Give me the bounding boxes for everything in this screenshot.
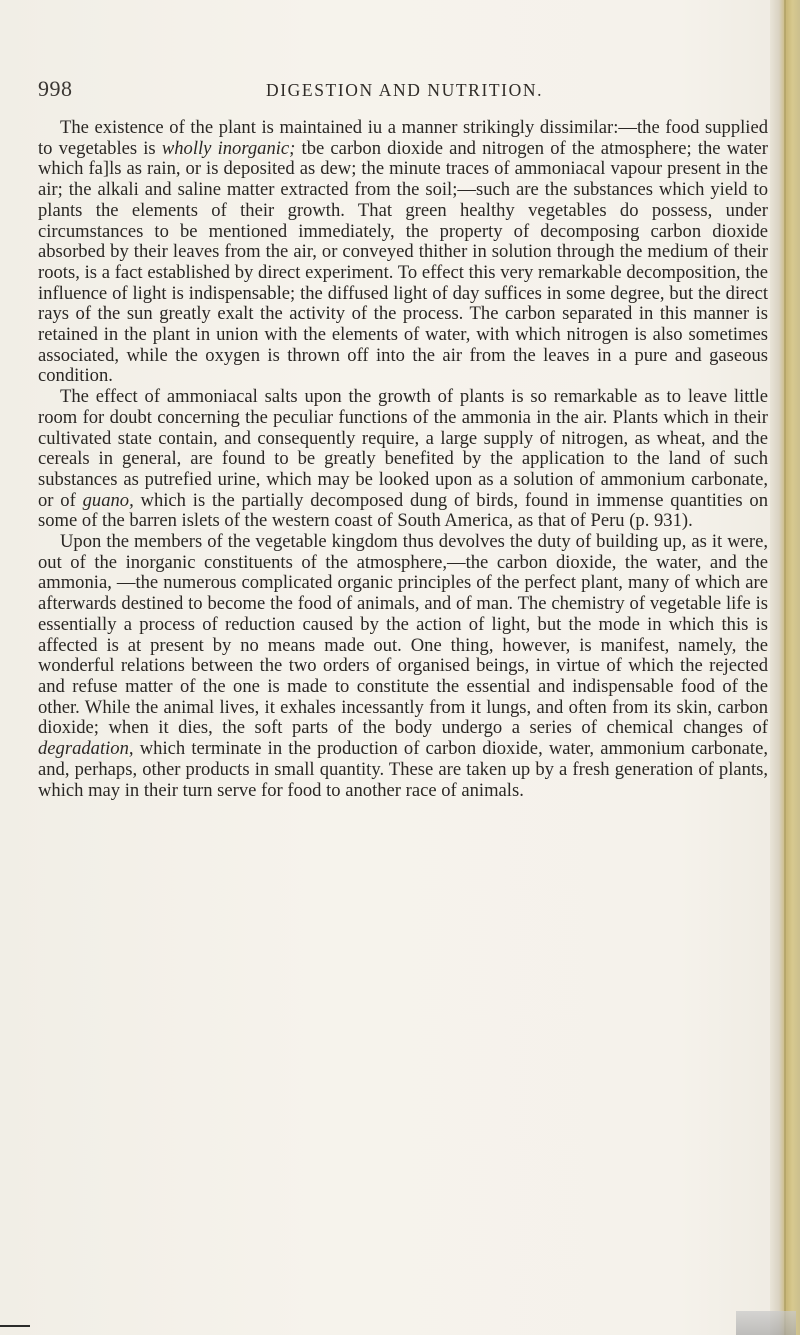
paragraph-2-text-b: which is the partially decomposed dung of birds, found in immense quantities on some of the barren islets of the western coast of South America, as that of Peru (p. 931). xyxy=(38,489,768,532)
binding-crease xyxy=(784,0,786,1335)
paragraph-3-text-a: Upon the members of the vegetable kingdom thus devolves the duty of building up, as it were, out of the inorganic constituents of the atmosphere,—the carbon dioxide, the water, and the ammonia, —the numerous complicated organic principles of the perfect plant, many of which are afterwards destined to become the food of animals, and of man. The chemistry of vegetable life is essentially a process of reduction caused by the action of light, but the mode in which this is affected is at present by no means made out. One thing, however, is manifest, namely, the wonderful relations between the two orders of organised beings, in virtue of which the rejected and refuse matter of the one is made to constitute the essential and indispensable food of the other. While the animal lives, it exhales incessantly from it lungs, and often from its skin, carbon dioxide; when it dies, the soft parts of the body undergo a series of chemical changes of xyxy=(38,531,768,739)
paragraph-2-italic-guano: guano, xyxy=(82,489,134,511)
paragraph-3-italic-degradation: degradation, xyxy=(38,738,134,760)
paragraph-3-text-b: which terminate in the production of carbon dioxide, water, ammonium carbonate, and, perhaps, other products in small quantity. These are taken up by a fresh generation of plants, which may in their turn serve for food to another race of animals. xyxy=(38,738,768,801)
running-head: DIGESTION AND NUTRITION. xyxy=(266,80,544,100)
scan-corner-mark xyxy=(736,1311,796,1335)
page-number: 998 xyxy=(38,76,73,101)
paragraph-1 xyxy=(38,118,768,387)
paragraph-1-text-a: The existence of the plant is maintained iu a manner strikingly dissimilar:—the food supplied to vegetables is xyxy=(38,117,768,159)
page-header xyxy=(38,76,768,106)
bottom-edge-rule xyxy=(0,1325,30,1327)
paragraph-1-text-b: tbe carbon dioxide and nitrogen of the atmosphere; the water which fa]ls as rain, or is deposited as dew; the minute traces of ammoniacal vapour present in the air; the alkali and saline matter extracted from the soil;—such are the substances which yield to plants the elements of their growth. That green healthy vegetables do possess, under circumstances to be mentioned immediately, the property of decomposing carbon dioxide absorbed by their leaves from the air, or conveyed thither in solution through the medium of their roots, is a fact established by direct experiment. To effect this very remarkable decomposition, the influence of light is indispensable; the diffused light of day suffices in some degree, but the direct rays of the sun greatly exalt the activity of the process. The carbon separated in this manner is retained in the plant in union with the elements of water, with which nitrogen is also sometimes associated, while the oxygen is thrown off into the air from the leaves in a pure and gaseous condition. xyxy=(38,137,768,387)
paragraph-2-text-a: The effect of ammoniacal salts upon the growth of plants is so remarkable as to leave little room for doubt concerning the peculiar functions of the ammonia in the air. Plants which in their cultivated state contain, and consequently require, a large supply of nitrogen, as wheat, and the cereals in general, are found to be greatly benefited by the application to the land of such substances as putrefied urine, which may be looked upon as a solution of ammonium carbonate, or of xyxy=(38,386,768,511)
paragraph-2 xyxy=(38,387,768,532)
paragraph-3 xyxy=(38,532,768,801)
body-text xyxy=(38,118,768,801)
paragraph-1-italic-wholly-inorganic: wholly inorganic; xyxy=(161,137,296,159)
